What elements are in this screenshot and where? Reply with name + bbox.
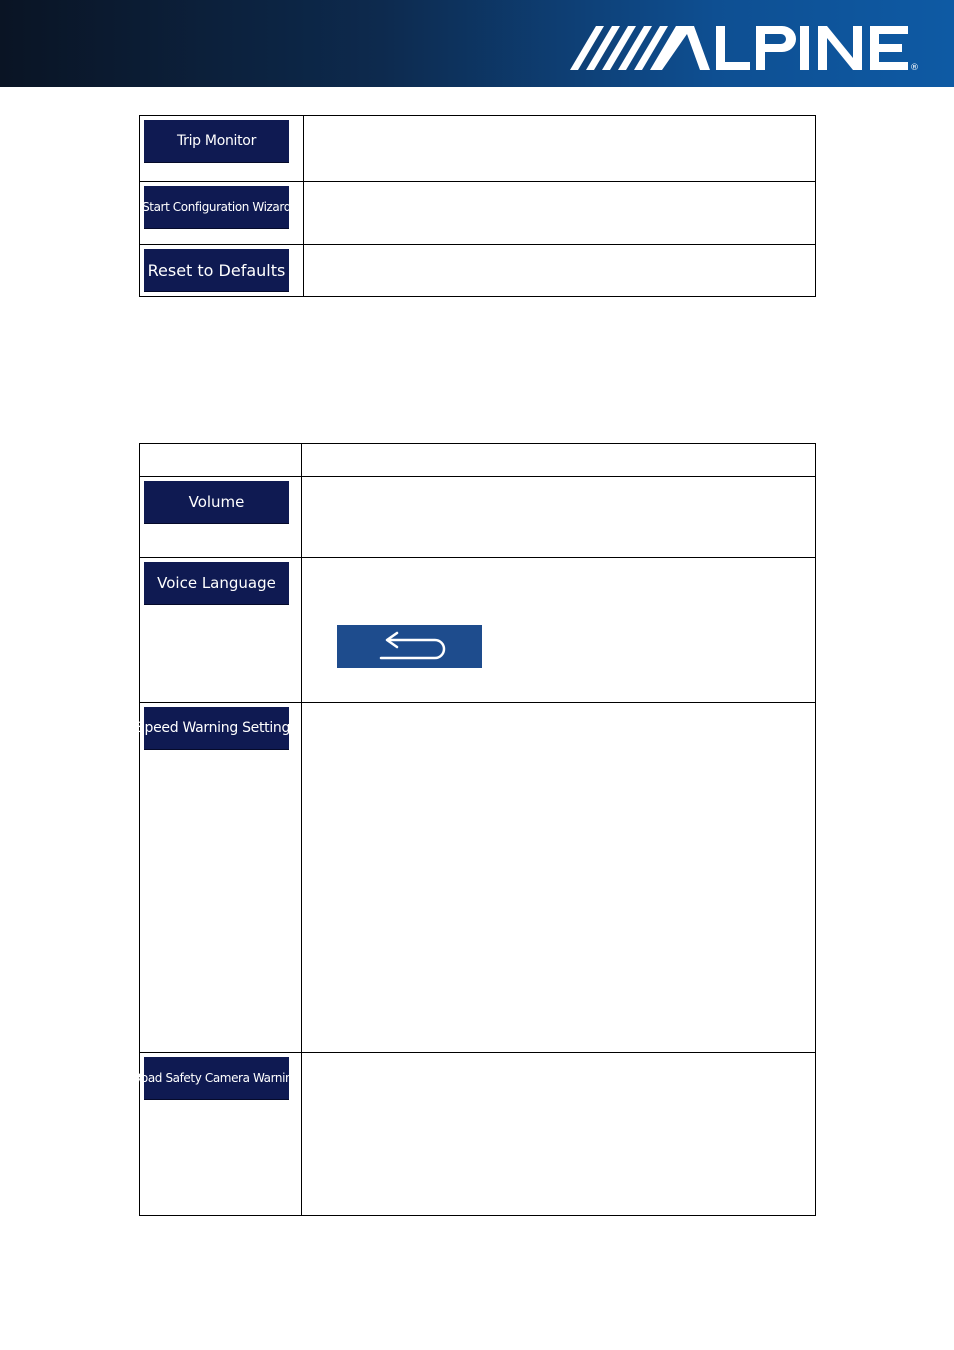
- button-cell: [133, 1053, 302, 1216]
- speed-warning-settings-button[interactable]: Speed Warning Settings: [144, 707, 289, 750]
- button-cell: [140, 116, 304, 182]
- button-cell: [140, 182, 304, 245]
- settings-table-2: [133, 443, 816, 1216]
- voice-language-button[interactable]: Voice Language: [144, 562, 289, 605]
- table-header-row: [140, 444, 816, 477]
- table-row: [140, 1053, 816, 1216]
- table-row: [140, 116, 816, 182]
- settings-table-1: [139, 115, 816, 297]
- trip-monitor-button[interactable]: Trip Monitor: [144, 120, 289, 163]
- table-row: [140, 245, 816, 297]
- alpine-logo: [570, 18, 922, 76]
- header-cell: [302, 444, 816, 477]
- description-cell: [304, 182, 816, 245]
- reset-to-defaults-button[interactable]: Reset to Defaults: [144, 249, 289, 292]
- description-cell: [304, 116, 816, 182]
- description-cell: [302, 703, 816, 1053]
- header-cell: [140, 444, 302, 477]
- button-cell: [140, 558, 302, 703]
- svg-text:®: ®: [910, 63, 919, 73]
- table-row: [140, 182, 816, 245]
- button-cell: [140, 245, 304, 297]
- table-row: [140, 703, 816, 1053]
- back-arrow-icon: [337, 625, 482, 668]
- road-safety-camera-warning-button[interactable]: Road Safety Camera Warning: [144, 1057, 289, 1100]
- description-cell: [302, 477, 816, 558]
- button-cell: [135, 703, 302, 1053]
- description-cell: [302, 1053, 816, 1216]
- description-cell: [304, 245, 816, 297]
- back-button[interactable]: [337, 625, 482, 668]
- start-configuration-wizard-button[interactable]: Start Configuration Wizard: [144, 186, 289, 229]
- volume-button[interactable]: Volume: [144, 481, 289, 524]
- header-bar: [0, 0, 954, 87]
- table-row: [140, 477, 816, 558]
- button-cell: [140, 477, 302, 558]
